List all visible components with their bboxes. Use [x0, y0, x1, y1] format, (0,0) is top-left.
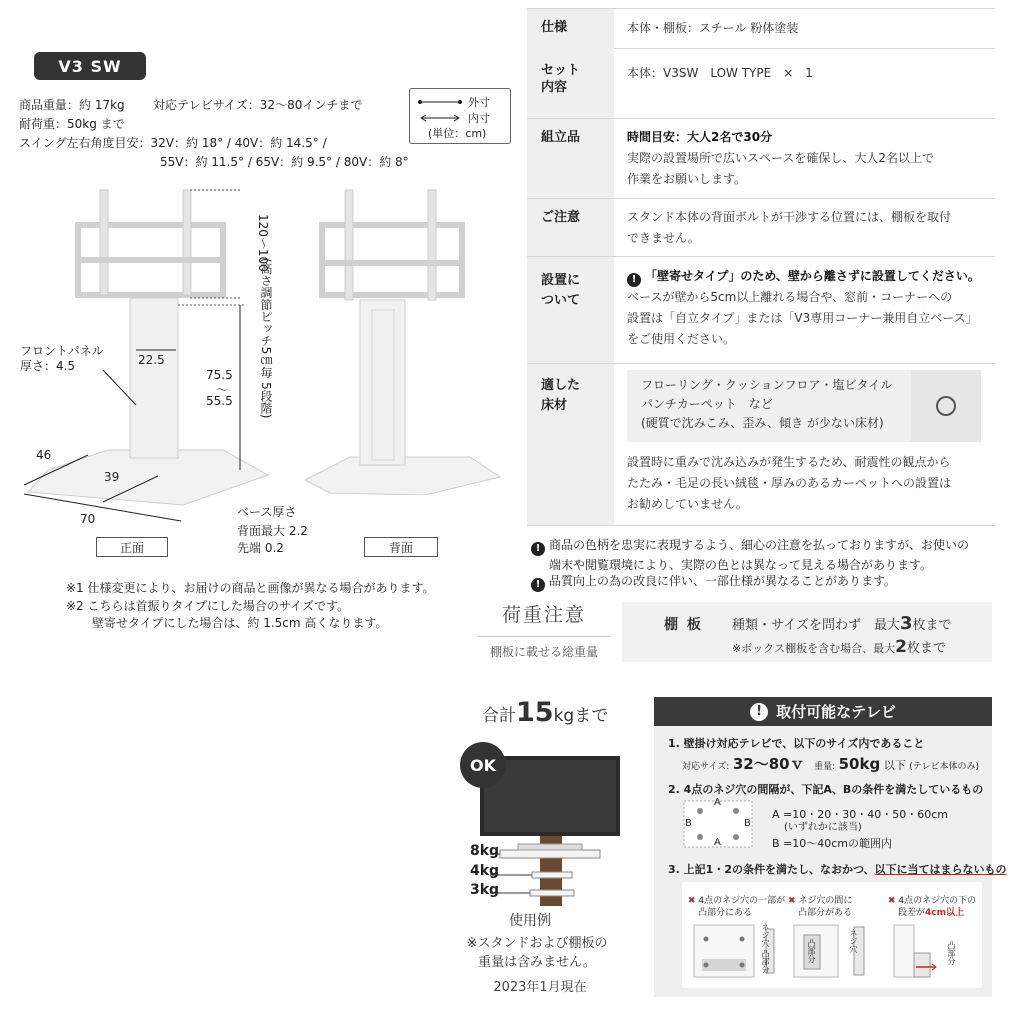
notice-spec-change — [531, 572, 896, 592]
ng1-line1: 4点のネジ穴の一部が — [698, 896, 786, 906]
vesa-b-right: B — [744, 818, 751, 829]
ng2-line1: ネジ穴の間に — [798, 896, 853, 906]
compatible-tv-title: 取付可能なテレビ — [776, 703, 896, 721]
assembly-time: 時間目安：大人2名で30分 — [627, 130, 773, 144]
spec-weight: 商品重量：約 17kg — [19, 98, 125, 112]
tv-size-row — [682, 753, 979, 774]
tv-size-value: 32～80ｖ — [732, 755, 805, 773]
table-label-set-line1: セット — [541, 63, 581, 78]
dimension-legend — [409, 88, 511, 144]
dimension-width: 70 — [80, 512, 96, 526]
front-panel-thickness: 厚さ：4.5 — [20, 359, 76, 373]
example-note-2: 重量は含みません。 — [478, 955, 596, 970]
table-value-set: 本体：V3SW LOW TYPE × 1 — [627, 66, 813, 80]
table-value-assembly — [627, 127, 934, 190]
dimension-mount-bottom: 55.5 — [206, 394, 233, 408]
spec-load: 耐荷重：50kg まで — [19, 117, 125, 131]
tv-weight-value: 50kg — [838, 755, 881, 773]
table-label-assembly: 組立品 — [527, 119, 614, 198]
dimension-panel-width: 22.5 — [138, 353, 165, 367]
table-row-install — [527, 257, 995, 364]
weight-8kg: 8kg — [470, 843, 500, 859]
vesa-a-rule-note: (いずれかに該当) — [784, 822, 862, 833]
legend-unit: (単位：cm) — [428, 127, 487, 140]
table-value-install — [627, 266, 980, 350]
load-caution-title: 荷重注意 — [501, 604, 586, 626]
total-num: 15 — [516, 697, 554, 728]
tv-condition-1: 1. 壁掛け対応テレビで、以下のサイズ内であること — [668, 737, 925, 750]
spec-swing-1: スイング左右角度目安：32V：約 18° / 40V：約 14.5° / — [19, 136, 327, 150]
total-pre: 合計 — [482, 706, 516, 726]
outer-dimension-arrow-icon — [418, 98, 462, 106]
dimension-mount-top: 75.5 — [206, 368, 233, 382]
info-icon: ! — [531, 542, 545, 556]
shelf-rule-num: 3 — [899, 613, 913, 634]
floor-note-1: 設置時に重みで沈み込みが発生するため、耐震性の観点から — [627, 455, 951, 469]
box-shelf-rule — [732, 637, 946, 657]
caution-line-1: スタンド本体の背面ボルトが干渉する位置には、棚板を取付 — [627, 210, 952, 224]
base-tip-thickness: 先端 0.2 — [237, 541, 284, 555]
info-icon: ! — [531, 578, 545, 592]
table-label-set-line2: 内容 — [541, 80, 568, 95]
floor-note-3: お勧めしていません。 — [627, 497, 748, 511]
example-label: 使用例 — [509, 913, 551, 929]
legend-outer: 外寸 — [468, 96, 490, 109]
box-rule-post: 枚まで — [906, 641, 946, 656]
ng-x-icon: ✖ — [688, 896, 696, 906]
vesa-b-rule: B =10～40cmの範囲内 — [772, 837, 893, 850]
spec-swing-2: 55V：約 11.5° / 65V：約 9.5° / 80V：約 8° — [160, 155, 409, 169]
front-panel-label: フロントパネル — [20, 344, 104, 358]
floor-line-2: パンチカーペット など — [641, 397, 773, 411]
notice-color-line2: 端末や閲覧環境により、実際の色とは異なって見える場合があります。 — [549, 558, 933, 572]
ng2-tag-screw: ネジ穴 — [849, 929, 858, 953]
compatible-tv-panel — [654, 697, 1007, 997]
weight-3kg: 3kg — [470, 882, 500, 898]
vesa-a-rule: A =10・20・30・40・50・60cm — [772, 808, 948, 821]
notice-color — [531, 536, 969, 573]
table-row-floor — [527, 364, 995, 526]
base-thickness-label: ベース厚さ — [237, 505, 297, 519]
dimension-inner-depth: 39 — [104, 470, 120, 484]
back-view-drawing — [300, 185, 510, 495]
footnote-1: ※1 仕様変更により、お届けの商品と画像が異なる場合があります。 — [66, 581, 435, 595]
table-row-caution — [527, 199, 995, 257]
legend-inner: 内寸 — [468, 112, 490, 125]
model-badge: V3 SW — [34, 52, 146, 80]
dimension-height-range: 120～100 — [256, 214, 270, 272]
floor-type-box — [627, 370, 981, 442]
ng-x-icon: ✖ — [788, 896, 796, 906]
dimension-height-note: (高さ調節ピッチ5㎝毎 5段階) — [259, 258, 273, 419]
ng3-line2-emph: 4cm以上 — [925, 908, 964, 918]
install-head: 「壁寄せタイプ」のため、壁から離さずに設置してください。 — [645, 269, 980, 283]
table-row-spec — [527, 8, 995, 49]
vesa-a-top: A — [714, 797, 721, 808]
shelf-rule — [732, 613, 952, 634]
footnote-2: ※2 こちらは首振りタイプにした場合のサイズです。 — [66, 599, 349, 613]
table-label-set — [527, 48, 614, 118]
base-back-thickness: 背面最大 2.2 — [237, 524, 308, 538]
box-rule-pre: ※ボックス棚板を含む場合、最大 — [732, 642, 896, 655]
ng-x-icon: ✖ — [888, 896, 896, 906]
shelf-rule-pre: 種類・サイズを問わず 最大 — [732, 618, 900, 633]
table-row-assembly — [527, 119, 995, 199]
ok-badge: OK — [460, 742, 506, 788]
back-view-label: 背面 — [364, 537, 438, 557]
floor-note-2: たたみ・毛足の長い絨毯・厚みのあるカーペットへの設置は — [627, 476, 952, 490]
table-label-floor-line2: 床材 — [541, 398, 568, 413]
ng2-tag-convex: 凸部分 — [807, 939, 816, 963]
floor-note — [627, 452, 951, 515]
floor-line-1: フローリング・クッションフロア・塩ビタイル — [641, 378, 893, 392]
shelf-rule-post: 枚まで — [912, 618, 952, 633]
assembly-line-1: 実際の設置場所で広いスペースを確保し、大人2名以上で — [627, 151, 935, 165]
ng1-tag: ネジ穴 凸部分 — [761, 923, 770, 974]
floor-line-3: (硬質で沈みこみ、歪み、傾き が少ない床材) — [641, 416, 884, 430]
total-load — [482, 697, 608, 728]
notice-spec-change-text: 品質向上の為の改良に伴い、一部仕様が異なることがあります。 — [549, 574, 897, 588]
tv-weight-suffix: 以下 — [883, 759, 906, 772]
ng-case-3 — [888, 887, 980, 985]
warning-icon: ! — [627, 273, 641, 287]
install-line-2: 設置は「自立タイプ」または「V3専用コーナー兼用自立ベース」 — [627, 311, 978, 325]
tv-condition-3-pre: 3. 上記1・2の条件を満たし、なおかつ、 — [668, 863, 875, 876]
footnote-2-detail: 壁寄せタイプにした場合は、約 1.5cm 高くなります。 — [92, 616, 388, 630]
warning-icon: ! — [750, 703, 768, 721]
example-note-1: ※スタンドおよび棚板の — [466, 936, 608, 951]
table-label-install-line1: 設置に — [541, 273, 581, 288]
front-view-label: 正面 — [96, 537, 168, 557]
ng-case-2 — [788, 887, 880, 985]
table-label-caution: ご注意 — [527, 199, 614, 256]
table-label-floor — [527, 364, 614, 525]
dimension-mount-tilde: ～ — [216, 383, 229, 397]
table-value-spec: 本体・棚板：スチール 粉体塗装 — [627, 21, 799, 35]
ng3-diagram — [892, 923, 980, 979]
ng3-line2-pre: 段差が — [898, 908, 926, 918]
table-value-caution — [627, 207, 951, 249]
vesa-b-left: B — [685, 818, 692, 829]
inner-dimension-arrow-icon — [418, 114, 462, 122]
table-row-set — [527, 48, 995, 119]
table-label-install — [527, 257, 614, 363]
install-line-1: ベースが壁から5cm以上離れる場合や、窓前・コーナーへの — [627, 290, 953, 304]
ng3-line1: 4点のネジ穴の下の — [898, 896, 977, 906]
assembly-line-2: 作業をお願いします。 — [627, 172, 747, 186]
caution-line-2: できません。 — [627, 231, 700, 245]
as-of-date: 2023年1月現在 — [493, 980, 587, 995]
table-label-install-line2: ついて — [541, 293, 581, 308]
ng1-line2: 凸部分にある — [698, 908, 753, 918]
spec-tv-size: 対応テレビサイズ：32～80インチまで — [153, 98, 363, 112]
tv-weight-note: (テレビ本体のみ) — [909, 762, 980, 772]
total-post: kgまで — [553, 706, 609, 726]
box-rule-num: 2 — [895, 637, 907, 657]
weight-4kg: 4kg — [470, 863, 500, 879]
ng-case-1 — [688, 887, 786, 985]
vesa-a-bottom: A — [714, 837, 721, 848]
notice-color-line1: 商品の色柄を忠実に表現するよう、細心の注意を払っておりますが、お使いの — [549, 538, 970, 552]
ng2-line2: 凸部分がある — [798, 908, 853, 918]
suitable-circle-icon — [936, 396, 956, 416]
compatible-tv-header — [654, 697, 992, 726]
tv-weight-label: 重量: — [814, 762, 836, 772]
shelf-label: 棚 板 — [664, 617, 703, 633]
install-line-3: をご使用ください。 — [627, 332, 736, 346]
table-label-floor-line1: 適した — [541, 378, 581, 393]
ng3-tag: 凸部分 — [947, 941, 956, 965]
tv-condition-2: 2. 4点のネジ穴の間隔が、下記A、Bの条件を満たしているもの — [668, 783, 984, 796]
tv-size-label: 対応サイズ: — [682, 762, 730, 772]
dimension-depth: 46 — [36, 448, 52, 462]
tv-condition-3 — [668, 861, 1007, 877]
load-caution-subtitle: 棚板に載せる総重量 — [478, 636, 610, 665]
shelf-rule-box — [622, 602, 992, 662]
tv-condition-3-emph: 以下に当てはまらないもの — [874, 863, 1007, 876]
table-label-spec: 仕様 — [527, 9, 614, 48]
